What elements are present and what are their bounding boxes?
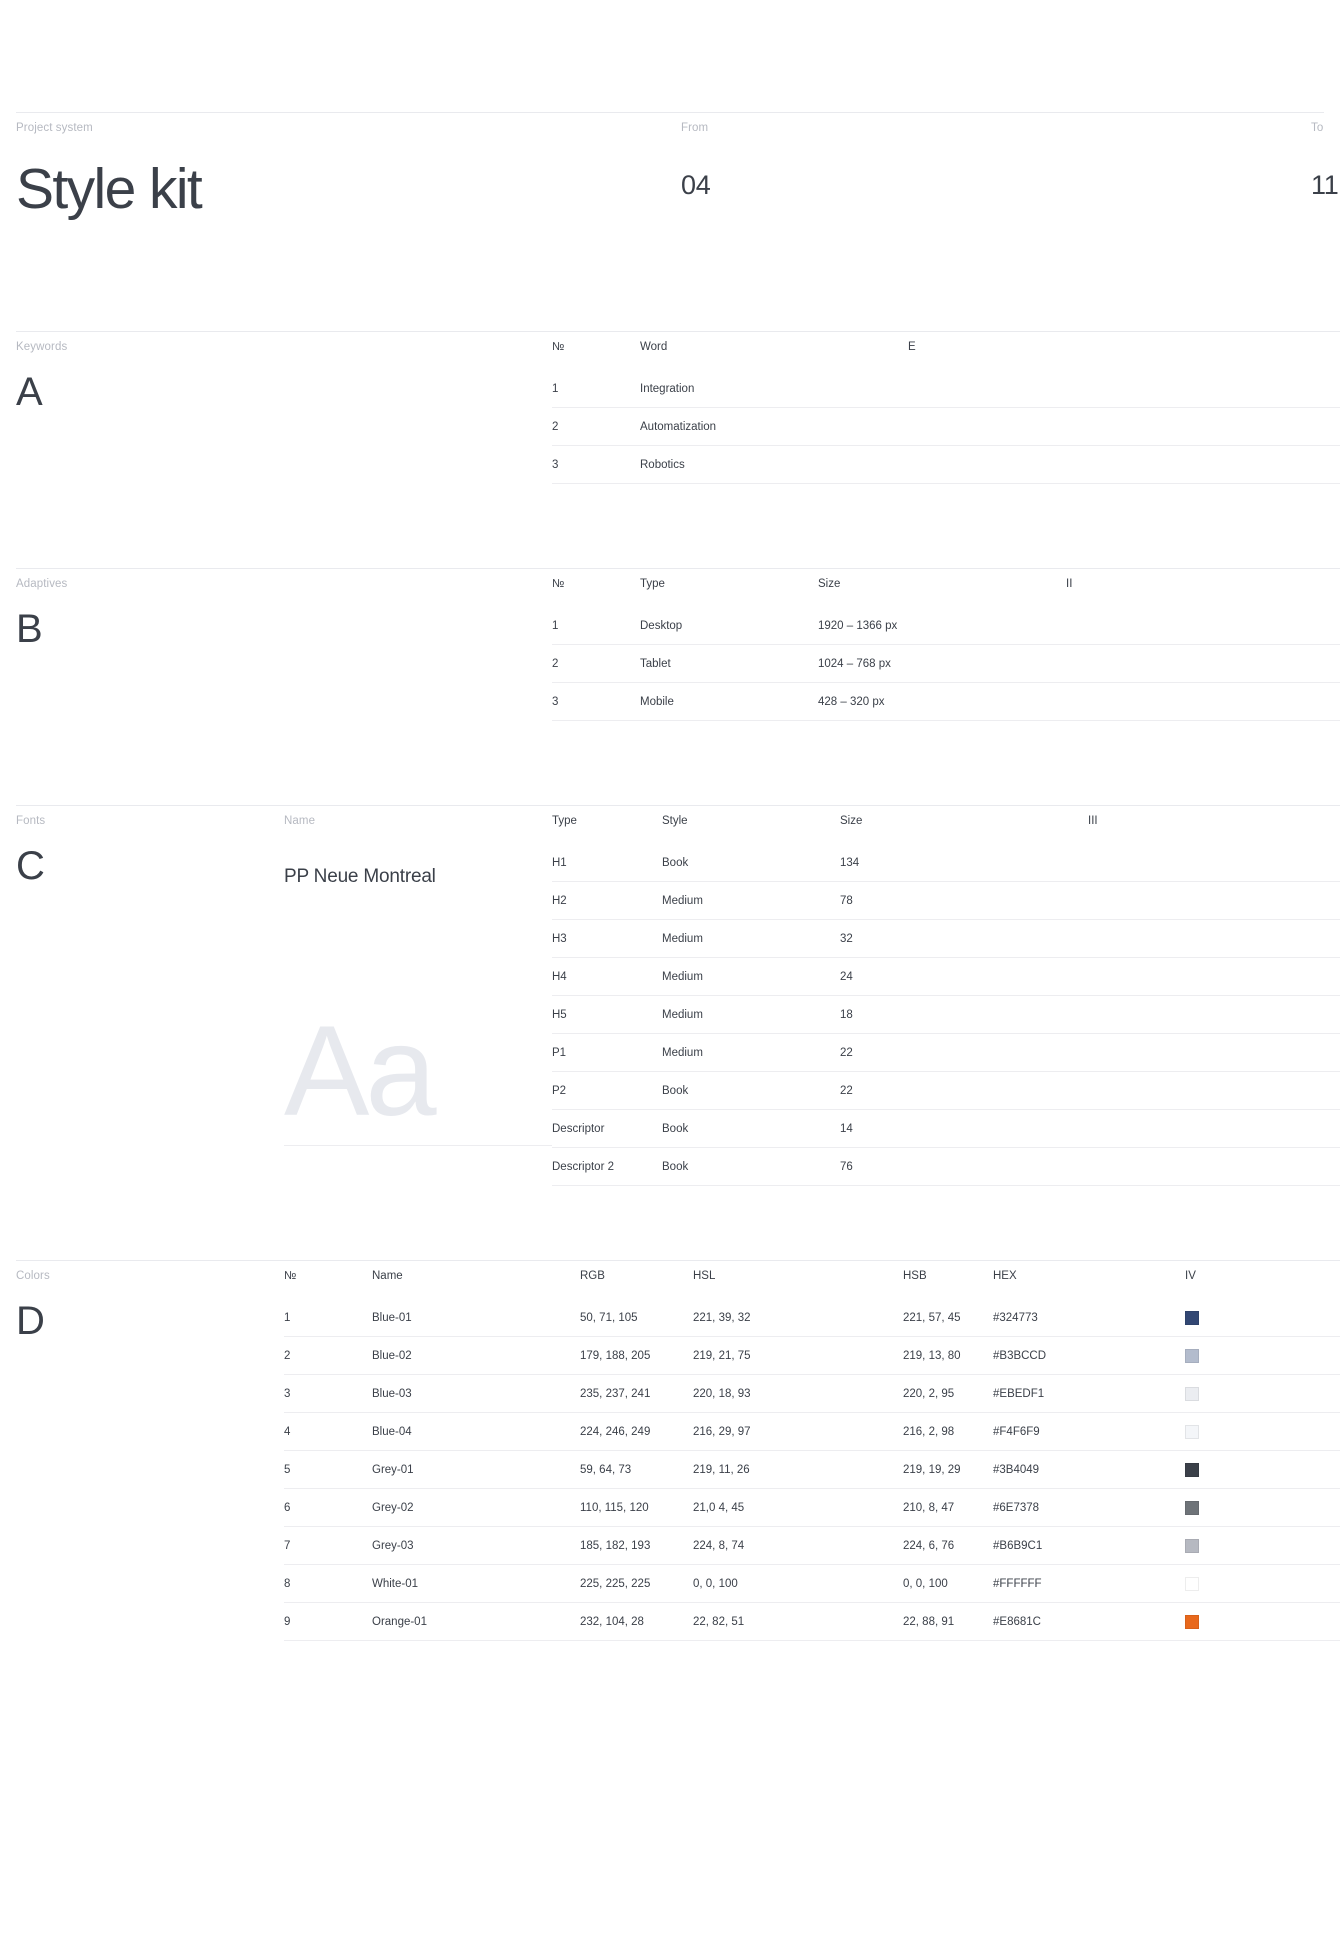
font-extra: [1088, 1034, 1340, 1072]
fonts-table: [552, 844, 1340, 1186]
table-row: [552, 882, 1340, 920]
table-row: [552, 645, 1340, 683]
colors-hsb: 210, 8, 47: [903, 1489, 993, 1527]
font-style: Medium: [662, 920, 840, 958]
keywords-word: Automatization: [640, 408, 908, 446]
colors-hsl: 219, 11, 26: [693, 1451, 903, 1489]
keywords-no: 1: [552, 370, 640, 408]
colors-letter: D: [16, 1299, 45, 1343]
adaptives-col-no: №: [552, 578, 565, 590]
colors-name: Grey-01: [372, 1451, 580, 1489]
colors-hex: #B6B9C1: [993, 1527, 1185, 1565]
font-style: Medium: [662, 958, 840, 996]
colors-head: [16, 1260, 1340, 1283]
section-keywords: [0, 331, 1340, 484]
font-type: P1: [552, 1034, 662, 1072]
font-extra: [1088, 996, 1340, 1034]
colors-hsl: 216, 29, 97: [693, 1413, 903, 1451]
colors-name: Blue-04: [372, 1413, 580, 1451]
font-extra: [1088, 920, 1340, 958]
font-type: P2: [552, 1072, 662, 1110]
font-sample-glyphs: Aa: [284, 1000, 433, 1143]
colors-col-iv: IV: [1185, 1270, 1196, 1282]
keywords-no: 2: [552, 408, 640, 446]
fonts-label-col: [16, 814, 284, 828]
keywords-header-cols: [552, 340, 1340, 354]
colors-no: 3: [284, 1375, 372, 1413]
colors-col-hsl: HSL: [693, 1270, 716, 1282]
keywords-label: Keywords: [16, 341, 68, 353]
table-row: [552, 446, 1340, 484]
font-size: 22: [840, 1034, 1088, 1072]
colors-rgb: 224, 246, 249: [580, 1413, 693, 1451]
adaptives-header-cols: [552, 577, 1340, 591]
colors-hsb: 0, 0, 100: [903, 1565, 993, 1603]
colors-col-hsb: HSB: [903, 1270, 927, 1282]
keywords-body-spacer: [284, 370, 552, 484]
colors-name: Grey-03: [372, 1527, 580, 1565]
keywords-no: 3: [552, 446, 640, 484]
header-row: [16, 112, 1339, 221]
fonts-col-style: Style: [662, 815, 688, 827]
colors-no: 7: [284, 1527, 372, 1565]
keywords-col-e: E: [908, 341, 916, 353]
table-row: [552, 1072, 1340, 1110]
keywords-body: [16, 370, 1340, 484]
color-swatch: [1185, 1311, 1199, 1325]
keywords-extra: [908, 446, 1340, 484]
adaptives-letter: B: [16, 607, 43, 651]
colors-swatch-cell: [1185, 1603, 1340, 1641]
colors-header-table: [284, 1269, 1340, 1283]
table-row: [552, 683, 1340, 721]
font-type: Descriptor: [552, 1110, 662, 1148]
color-swatch: [1185, 1463, 1199, 1477]
colors-no: 1: [284, 1299, 372, 1337]
table-row: [552, 1110, 1340, 1148]
colors-hsl: 219, 21, 75: [693, 1337, 903, 1375]
adaptives-type: Desktop: [640, 607, 818, 645]
font-extra: [1088, 882, 1340, 920]
table-row: [284, 1603, 1340, 1641]
table-row: [284, 1489, 1340, 1527]
keywords-letter: A: [16, 370, 43, 414]
keywords-head: [16, 331, 1340, 354]
table-row: [552, 1034, 1340, 1072]
colors-no: 2: [284, 1337, 372, 1375]
colors-hsl: 22, 82, 51: [693, 1603, 903, 1641]
table-row: [284, 1299, 1340, 1337]
color-swatch: [1185, 1425, 1199, 1439]
colors-swatch-cell: [1185, 1337, 1340, 1375]
colors-hsb: 216, 2, 98: [903, 1413, 993, 1451]
colors-rgb: 110, 115, 120: [580, 1489, 693, 1527]
colors-rgb: 50, 71, 105: [580, 1299, 693, 1337]
adaptives-table-col: [552, 607, 1340, 721]
from-value: 04: [681, 170, 711, 200]
font-size: 22: [840, 1072, 1088, 1110]
fonts-label: Fonts: [16, 815, 46, 827]
section-colors: [0, 1260, 1340, 1641]
font-style: Book: [662, 844, 840, 882]
section-fonts: [0, 805, 1340, 1186]
colors-hsl: 0, 0, 100: [693, 1565, 903, 1603]
keywords-extra: [908, 408, 1340, 446]
page-header: [0, 0, 1340, 221]
table-row: [284, 1451, 1340, 1489]
font-extra: [1088, 1148, 1340, 1186]
font-type: H1: [552, 844, 662, 882]
adaptives-no: 2: [552, 645, 640, 683]
color-swatch: [1185, 1539, 1199, 1553]
adaptives-extra: [1066, 645, 1340, 683]
color-swatch: [1185, 1501, 1199, 1515]
font-size: 18: [840, 996, 1088, 1034]
header-from-col: [681, 121, 1311, 201]
section-adaptives: [0, 568, 1340, 721]
table-row: [284, 1565, 1340, 1603]
colors-swatch-cell: [1185, 1451, 1340, 1489]
colors-no: 5: [284, 1451, 372, 1489]
to-label: To: [1311, 122, 1324, 134]
keywords-word: Robotics: [640, 446, 908, 484]
colors-hex: #F4F6F9: [993, 1413, 1185, 1451]
fonts-header-table: [552, 814, 1340, 828]
colors-hsl: 21,0 4, 45: [693, 1489, 903, 1527]
keywords-letter-col: [16, 370, 284, 484]
colors-col-hex: HEX: [993, 1270, 1017, 1282]
colors-rgb: 232, 104, 28: [580, 1603, 693, 1641]
font-size: 24: [840, 958, 1088, 996]
from-label: From: [681, 122, 709, 134]
font-extra: [1088, 844, 1340, 882]
font-type: Descriptor 2: [552, 1148, 662, 1186]
adaptives-body-spacer: [284, 607, 552, 721]
adaptives-spacer-col: [284, 577, 552, 591]
adaptives-no: 3: [552, 683, 640, 721]
color-swatch: [1185, 1577, 1199, 1591]
font-style: Book: [662, 1110, 840, 1148]
colors-no: 6: [284, 1489, 372, 1527]
colors-hex: #FFFFFF: [993, 1565, 1185, 1603]
table-row: [552, 370, 1340, 408]
colors-swatch-cell: [1185, 1565, 1340, 1603]
colors-hex: #6E7378: [993, 1489, 1185, 1527]
adaptives-letter-col: [16, 607, 284, 721]
to-value: 11: [1311, 170, 1339, 200]
colors-name: Blue-01: [372, 1299, 580, 1337]
color-swatch: [1185, 1387, 1199, 1401]
table-row: [552, 408, 1340, 446]
font-style: Medium: [662, 1034, 840, 1072]
keywords-table-col: [552, 370, 1340, 484]
colors-swatch-cell: [1185, 1375, 1340, 1413]
colors-hex: #324773: [993, 1299, 1185, 1337]
keywords-word: Integration: [640, 370, 908, 408]
adaptives-type: Tablet: [640, 645, 818, 683]
font-size: 76: [840, 1148, 1088, 1186]
colors-name: Grey-02: [372, 1489, 580, 1527]
colors-hsb: 22, 88, 91: [903, 1603, 993, 1641]
colors-rgb: 235, 237, 241: [580, 1375, 693, 1413]
colors-no: 9: [284, 1603, 372, 1641]
colors-letter-col: [16, 1299, 284, 1641]
colors-swatch-cell: [1185, 1299, 1340, 1337]
table-row: [284, 1413, 1340, 1451]
colors-hsb: 219, 13, 80: [903, 1337, 993, 1375]
font-size: 14: [840, 1110, 1088, 1148]
colors-table-col: [284, 1299, 1340, 1641]
font-extra: [1088, 1072, 1340, 1110]
font-style: Medium: [662, 996, 840, 1034]
colors-table: [284, 1299, 1340, 1641]
fonts-name-label-col: [284, 814, 552, 828]
fonts-col-iii: III: [1088, 815, 1098, 827]
adaptives-size: 1920 – 1366 px: [818, 607, 1066, 645]
colors-col-no: №: [284, 1270, 297, 1282]
font-extra: [1088, 1110, 1340, 1148]
page-title: Style kit: [16, 157, 202, 221]
colors-hsl: 221, 39, 32: [693, 1299, 903, 1337]
colors-body: [16, 1299, 1340, 1641]
color-swatch: [1185, 1615, 1199, 1629]
colors-swatch-cell: [1185, 1527, 1340, 1565]
keywords-label-col: [16, 340, 284, 354]
font-style: Medium: [662, 882, 840, 920]
font-size: 32: [840, 920, 1088, 958]
adaptives-col-ii: II: [1066, 578, 1073, 590]
colors-no: 4: [284, 1413, 372, 1451]
colors-hsb: 224, 6, 76: [903, 1527, 993, 1565]
fonts-name-label: Name: [284, 815, 316, 827]
keywords-spacer-col: [284, 340, 552, 354]
font-type: H4: [552, 958, 662, 996]
adaptives-extra: [1066, 607, 1340, 645]
adaptives-label-col: [16, 577, 284, 591]
fonts-name-col: [284, 844, 552, 1186]
font-type: H2: [552, 882, 662, 920]
font-family-name: PP Neue Montreal: [284, 866, 436, 887]
colors-hsb: 220, 2, 95: [903, 1375, 993, 1413]
colors-no: 8: [284, 1565, 372, 1603]
font-style: Book: [662, 1148, 840, 1186]
colors-label-col: [16, 1269, 284, 1283]
project-system-label: Project system: [16, 122, 93, 134]
color-swatch: [1185, 1349, 1199, 1363]
adaptives-body: [16, 607, 1340, 721]
colors-rgb: 225, 225, 225: [580, 1565, 693, 1603]
colors-hex: #B3BCCD: [993, 1337, 1185, 1375]
adaptives-label: Adaptives: [16, 578, 68, 590]
fonts-col-size: Size: [840, 815, 863, 827]
fonts-header-cols: [552, 814, 1340, 828]
adaptives-type: Mobile: [640, 683, 818, 721]
header-title-col: [16, 121, 681, 221]
colors-rgb: 185, 182, 193: [580, 1527, 693, 1565]
colors-name: Orange-01: [372, 1603, 580, 1641]
colors-header-cols: [284, 1269, 1340, 1283]
colors-swatch-cell: [1185, 1489, 1340, 1527]
adaptives-col-type: Type: [640, 578, 665, 590]
table-row: [284, 1527, 1340, 1565]
font-size: 134: [840, 844, 1088, 882]
colors-hsb: 219, 19, 29: [903, 1451, 993, 1489]
colors-col-rgb: RGB: [580, 1270, 605, 1282]
colors-hex: #EBEDF1: [993, 1375, 1185, 1413]
fonts-letter: C: [16, 844, 45, 888]
header-to-col: [1311, 121, 1338, 201]
adaptives-table: [552, 607, 1340, 721]
keywords-col-word: Word: [640, 341, 668, 353]
adaptives-no: 1: [552, 607, 640, 645]
table-row: [552, 1148, 1340, 1186]
fonts-body: [16, 844, 1340, 1186]
keywords-table: [552, 370, 1340, 484]
colors-hex: #E8681C: [993, 1603, 1185, 1641]
colors-col-name: Name: [372, 1270, 403, 1282]
keywords-header-table: [552, 340, 1340, 354]
adaptives-col-size: Size: [818, 578, 841, 590]
font-extra: [1088, 958, 1340, 996]
adaptives-extra: [1066, 683, 1340, 721]
keywords-extra: [908, 370, 1340, 408]
table-row: [284, 1337, 1340, 1375]
font-type: H5: [552, 996, 662, 1034]
colors-label: Colors: [16, 1270, 50, 1282]
font-type: H3: [552, 920, 662, 958]
table-row: [552, 958, 1340, 996]
keywords-col-no: №: [552, 341, 565, 353]
font-size: 78: [840, 882, 1088, 920]
colors-rgb: 179, 188, 205: [580, 1337, 693, 1375]
colors-name: Blue-03: [372, 1375, 580, 1413]
fonts-head: [16, 805, 1340, 828]
font-sample-underline: [284, 1144, 552, 1146]
table-row: [552, 607, 1340, 645]
colors-rgb: 59, 64, 73: [580, 1451, 693, 1489]
fonts-col-type: Type: [552, 815, 577, 827]
colors-name: Blue-02: [372, 1337, 580, 1375]
colors-name: White-01: [372, 1565, 580, 1603]
fonts-letter-col: [16, 844, 284, 1186]
table-row: [552, 920, 1340, 958]
table-row: [552, 996, 1340, 1034]
adaptives-size: 1024 – 768 px: [818, 645, 1066, 683]
adaptives-head: [16, 568, 1340, 591]
table-row: [552, 844, 1340, 882]
colors-hex: #3B4049: [993, 1451, 1185, 1489]
colors-hsb: 221, 57, 45: [903, 1299, 993, 1337]
colors-hsl: 224, 8, 74: [693, 1527, 903, 1565]
adaptives-size: 428 – 320 px: [818, 683, 1066, 721]
colors-hsl: 220, 18, 93: [693, 1375, 903, 1413]
adaptives-header-table: [552, 577, 1340, 591]
fonts-table-col: [552, 844, 1340, 1186]
table-row: [284, 1375, 1340, 1413]
colors-swatch-cell: [1185, 1413, 1340, 1451]
font-style: Book: [662, 1072, 840, 1110]
